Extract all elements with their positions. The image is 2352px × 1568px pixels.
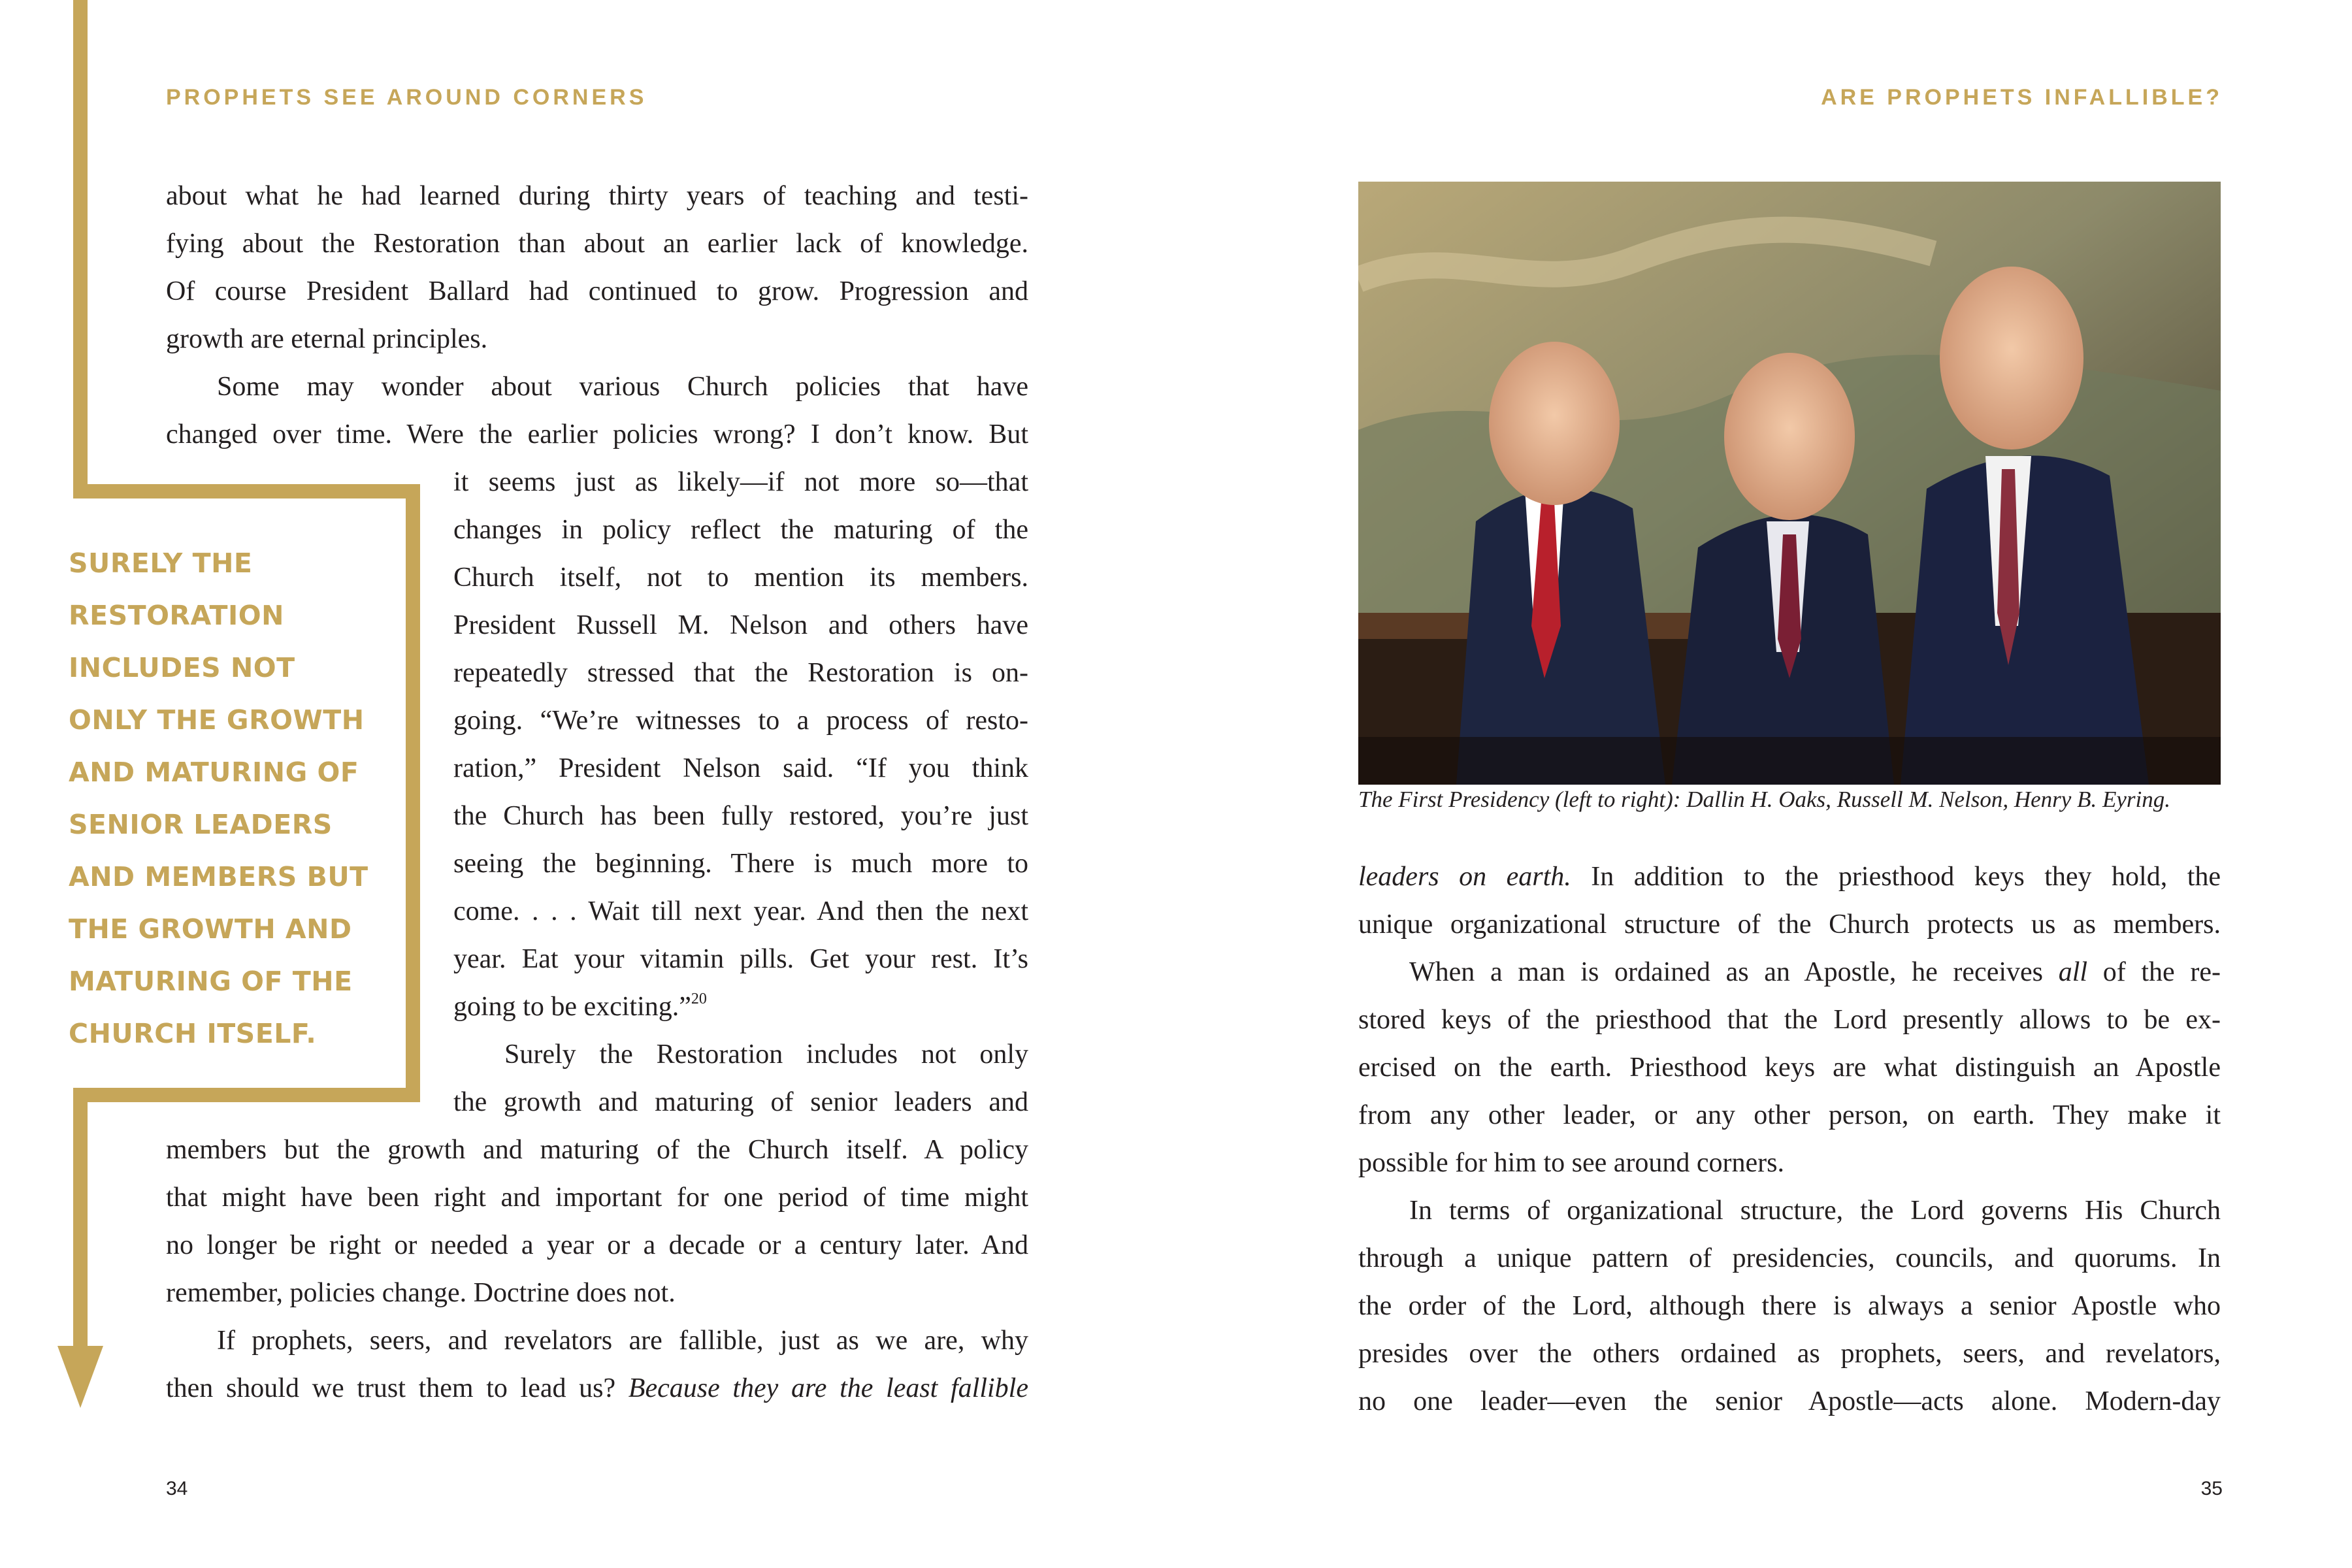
body-line: year. Eat your vitamin pills. Get your rest. It’s <box>453 944 1028 974</box>
quote-end-text: going to be exciting.” <box>453 992 691 1022</box>
body-line: about what he had learned during thirty years of teaching and testi- <box>166 181 1028 211</box>
page-number-left: 34 <box>166 1478 188 1499</box>
body-line: no longer be right or needed a year or a decade or a century later. And <box>166 1230 1028 1260</box>
body-line: President Russell M. Nelson and others have <box>453 610 1028 640</box>
body-line: come. . . . Wait till next year. And then the next <box>453 896 1028 926</box>
body-text-span: then should we trust them to lead us? <box>166 1373 616 1403</box>
pull-quote-line: ONLY THE GROWTH <box>69 704 365 736</box>
body-line <box>1409 949 2221 996</box>
pull-quote-line: CHURCH ITSELF. <box>69 1018 317 1049</box>
photo-shadow <box>1358 737 2221 785</box>
body-line: fying about the Restoration than about an earlier lack of knowledge. <box>166 229 1028 259</box>
body-line: that might have been right and important for one period of time might <box>166 1183 1028 1213</box>
body-line: If prophets, seers, and revelators are fallible, just as we are, why <box>217 1326 1028 1356</box>
body-line: changed over time. Were the earlier policies wrong? I don’t know. But <box>166 419 1028 449</box>
body-line: growth are eternal principles. <box>166 324 488 354</box>
photo-illustration <box>1358 182 2221 785</box>
body-line: ration,” President Nelson said. “If you think <box>453 753 1028 783</box>
body-text-span: When a man is ordained as an Apostle, he receives <box>1409 957 2059 987</box>
body-line: Church itself, not to mention its members. <box>453 563 1028 593</box>
pull-quote-line: AND MEMBERS BUT <box>69 861 368 892</box>
person-right-head <box>1940 267 2083 449</box>
running-head-left: PROPHETS SEE AROUND CORNERS <box>166 85 647 110</box>
body-line: remember, policies change. Doctrine does not. <box>166 1278 676 1308</box>
person-middle-head <box>1724 353 1855 520</box>
body-text-span: of the re- <box>2087 957 2221 987</box>
body-line: unique organizational structure of the Church protects us as members. <box>1358 909 2221 939</box>
body-text-span: In addition to the priesthood keys they hold, the <box>1571 862 2221 892</box>
body-line <box>166 1365 1028 1413</box>
body-line: no one leader—even the senior Apostle—acts alone. Modern-day <box>1358 1386 2221 1416</box>
body-line: In terms of organizational structure, the Lord governs His Church <box>1409 1196 2221 1226</box>
body-line: seeing the beginning. There is much more to <box>453 849 1028 879</box>
body-line: Some may wonder about various Church policies that have <box>217 372 1028 402</box>
italic-emphasis: Because they are the least fallible <box>628 1373 1028 1403</box>
body-line: it seems just as likely—if not more so—that <box>453 467 1028 497</box>
body-line: ercised on the earth. Priesthood keys are what distinguish an Apostle <box>1358 1053 2221 1083</box>
body-line: Of course President Ballard had continued to grow. Progression and <box>166 276 1028 306</box>
pull-quote-line: THE GROWTH AND <box>69 913 352 945</box>
body-line: the order of the Lord, although there is always a senior Apostle who <box>1358 1291 2221 1321</box>
pull-quote-line: AND MATURING OF <box>69 757 359 788</box>
body-line: through a unique pattern of presidencies, councils, and quorums. In <box>1358 1243 2221 1273</box>
page-number-right: 35 <box>2200 1478 2223 1499</box>
body-line: stored keys of the priesthood that the Lord presently allows to be ex- <box>1358 1005 2221 1035</box>
pull-quote-line: SURELY THE <box>69 547 253 579</box>
pull-quote-line: SENIOR LEADERS <box>69 809 333 840</box>
pull-quote-line: INCLUDES NOT <box>69 652 295 683</box>
body-line <box>453 983 1028 1031</box>
person-left-head <box>1489 342 1620 505</box>
body-line: the Church has been fully restored, you’re just <box>453 801 1028 831</box>
body-line: presides over the others ordained as prophets, seers, and revelators, <box>1358 1339 2221 1369</box>
body-line: possible for him to see around corners. <box>1358 1148 1785 1178</box>
body-line: going. “We’re witnesses to a process of resto- <box>453 706 1028 736</box>
first-presidency-photo <box>1358 182 2221 785</box>
body-line: members but the growth and maturing of the Church itself. A policy <box>166 1135 1028 1165</box>
body-line: Surely the Restoration includes not only <box>504 1039 1028 1070</box>
footnote-marker: 20 <box>691 990 707 1007</box>
arrow-down-icon <box>57 1346 103 1408</box>
italic-emphasis: leaders on earth. <box>1358 862 1571 892</box>
body-line: from any other leader, or any other person, on earth. They make it <box>1358 1100 2221 1130</box>
pull-quote-line: MATURING OF THE <box>69 966 353 997</box>
body-line <box>1358 853 2221 901</box>
photo-caption: The First Presidency (left to right): Dallin H. Oaks, Russell M. Nelson, Henry B. Eyring. <box>1358 787 2170 812</box>
italic-emphasis: all <box>2058 957 2088 987</box>
running-head-right: ARE PROPHETS INFALLIBLE? <box>1821 85 2223 110</box>
pull-quote-line: RESTORATION <box>69 600 284 631</box>
body-line: changes in policy reflect the maturing of the <box>453 515 1028 545</box>
body-line: repeatedly stressed that the Restoration is on- <box>453 658 1028 688</box>
body-line: the growth and maturing of senior leaders and <box>453 1087 1028 1117</box>
